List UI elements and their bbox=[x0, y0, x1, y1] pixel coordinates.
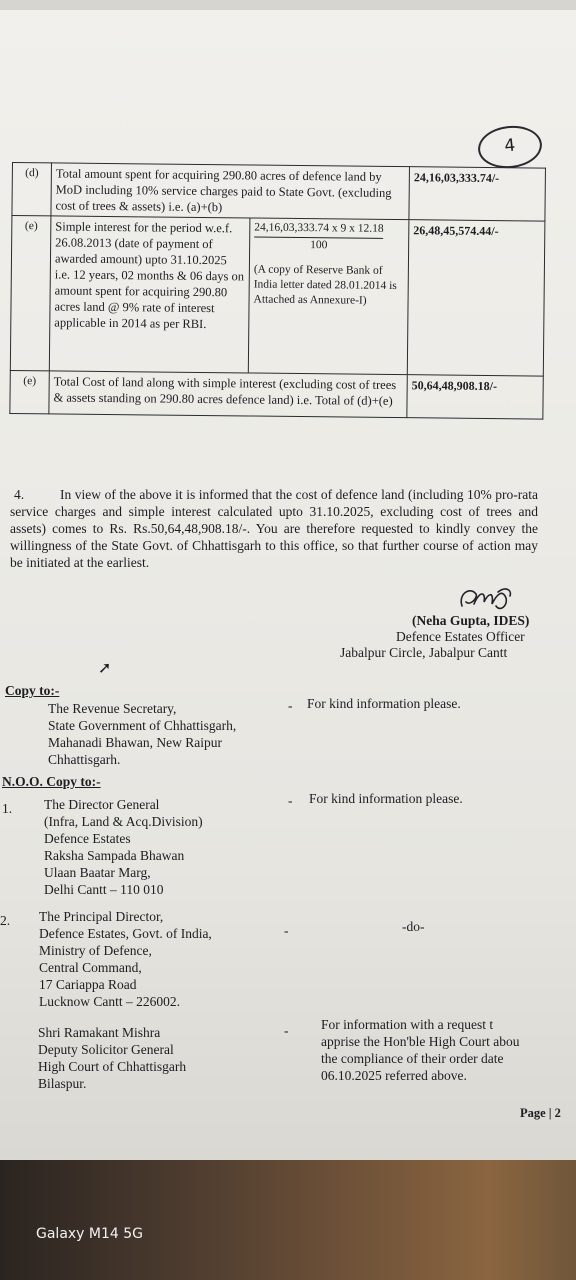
address-line: The Revenue Secretary, bbox=[48, 701, 177, 716]
paragraph-text: In view of the above it is informed that the cost of defence land (including 10% pro-rata service charges and simple interest calculated upto 31.10.2025, excluding cost of trees and assets) comes to Rs. Rs.50,64,48,908.18/-. You are therefore requested to kindly convey the willingness of the State Govt. of Chhattisgarh to this office, so that further course of action may be initiated at the earliest. bbox=[10, 487, 538, 570]
address-line: Defence Estates bbox=[44, 831, 131, 846]
signatory-office: Jabalpur Circle, Jabalpur Cantt bbox=[340, 645, 508, 660]
address-line: Delhi Cantt – 110 010 bbox=[44, 882, 164, 897]
address-line: Defence Estates, Govt. of India, bbox=[39, 926, 212, 941]
remark-line: the compliance of their order date bbox=[321, 1051, 504, 1066]
item-number: 1. bbox=[2, 801, 13, 816]
row-description: Simple interest for the period w.e.f. 26.08.2013 (date of payment of awarded amount) upto 31.10.2025 i.e. 12 years, 02 months & 06 days on amount spent for acquiring 290.80 acres land @ 9% rate of interest applicable in 2014 as per RBI. bbox=[49, 216, 250, 373]
noo-recipient bbox=[39, 908, 212, 1010]
paragraph-4 bbox=[10, 486, 538, 571]
noo-remark: -do- bbox=[402, 919, 425, 934]
dash: - bbox=[284, 923, 289, 938]
noo-heading: N.O.O. Copy to:- bbox=[2, 774, 101, 789]
remark-line: For information with a request t bbox=[321, 1017, 494, 1032]
formula-denominator: 100 bbox=[310, 239, 328, 252]
address-line: Ulaan Baatar Marg, bbox=[44, 865, 151, 880]
row-description: Total amount spent for acquiring 290.80 acres of defence land by MoD including 10% service charges paid to State Govt. (excluding cost of trees & assets) i.e. (a)+(b) bbox=[51, 163, 410, 220]
address-line: 17 Cariappa Road bbox=[39, 977, 137, 992]
row-calculation bbox=[248, 218, 409, 375]
noo-recipient bbox=[38, 1024, 186, 1092]
row-amount: 24,16,03,333.74/- bbox=[409, 167, 546, 221]
address-line: State Government of Chhattisgarh, bbox=[48, 718, 237, 733]
paragraph-number: 4. bbox=[14, 487, 25, 502]
row-amount: 50,64,48,908.18/- bbox=[407, 375, 543, 419]
row-amount: 26,48,45,574.44/- bbox=[407, 220, 545, 376]
address-line: (Infra, Land & Acq.Division) bbox=[44, 814, 203, 829]
noo-remark: For kind information please. bbox=[309, 791, 463, 806]
address-line: Bilaspur. bbox=[38, 1076, 87, 1091]
dash: - bbox=[288, 793, 293, 808]
copy-remark: For kind information please. bbox=[307, 696, 461, 711]
row-label: (d) bbox=[12, 163, 52, 216]
cost-table bbox=[9, 162, 546, 420]
table-row bbox=[10, 216, 545, 377]
pen-mark: ➚ bbox=[98, 660, 112, 677]
signatory-name: (Neha Gupta, IDES) bbox=[412, 613, 530, 628]
page-top-edge bbox=[0, 0, 576, 10]
page-number: Page | 2 bbox=[520, 1106, 561, 1120]
noo-recipient bbox=[44, 796, 203, 898]
row-description: Total Cost of land along with simple interest (excluding cost of trees & assets standing on 290.80 acres defence land) i.e. Total of (d)+(e) bbox=[49, 371, 407, 418]
table-row bbox=[10, 370, 543, 419]
copy-to-heading: Copy to:- bbox=[5, 683, 60, 698]
address-line: High Court of Chhattisgarh bbox=[38, 1059, 187, 1074]
copy-recipient bbox=[48, 700, 236, 768]
address-line: Central Command, bbox=[39, 960, 142, 975]
interest-formula bbox=[254, 221, 384, 254]
row-label: (e) bbox=[10, 216, 51, 371]
item-number: 2. bbox=[0, 913, 11, 928]
signatory-designation: Defence Estates Officer bbox=[396, 629, 525, 644]
dash: - bbox=[288, 698, 293, 713]
device-label: Galaxy M14 5G bbox=[36, 1226, 144, 1242]
noo-remark bbox=[321, 1016, 576, 1084]
address-line: The Principal Director, bbox=[39, 909, 164, 924]
remark-line: 06.10.2025 referred above. bbox=[321, 1068, 467, 1083]
dash: - bbox=[284, 1023, 289, 1038]
handwritten-page-number: 4 bbox=[476, 123, 544, 171]
address-line: Chhattisgarh. bbox=[48, 752, 121, 767]
annexure-note: (A copy of Reserve Bank of India letter dated 28.01.2014 is Attached as Annexure-I) bbox=[253, 263, 397, 307]
table-row bbox=[12, 163, 546, 222]
address-line: Ministry of Defence, bbox=[39, 943, 152, 958]
row-label: (e) bbox=[10, 370, 49, 413]
remark-line: apprise the Hon'ble High Court abou bbox=[321, 1034, 520, 1049]
address-line: The Director General bbox=[44, 797, 160, 812]
formula-numerator: 24,16,03,333.74 x 9 x 12.18 bbox=[254, 221, 384, 239]
address-line: Lucknow Cantt – 226002. bbox=[39, 994, 180, 1009]
device-body bbox=[0, 1160, 576, 1280]
address-line: Mahanadi Bhawan, New Raipur bbox=[48, 735, 222, 750]
address-line: Shri Ramakant Mishra bbox=[38, 1025, 161, 1040]
address-line: Raksha Sampada Bhawan bbox=[44, 848, 185, 863]
address-line: Deputy Solicitor General bbox=[38, 1042, 174, 1057]
